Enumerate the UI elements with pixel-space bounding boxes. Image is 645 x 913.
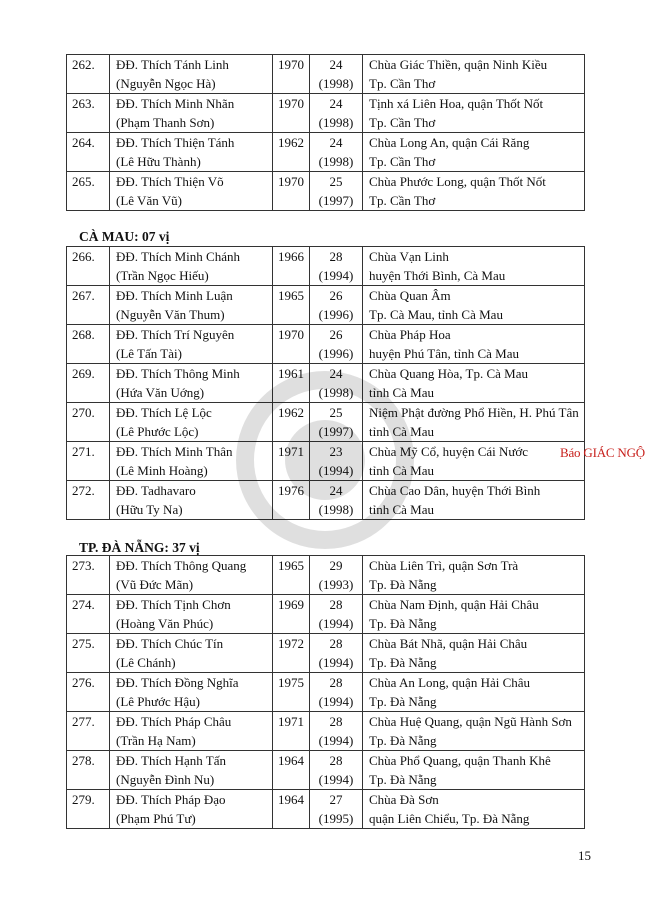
temple-address-cell — [363, 595, 585, 634]
temple-address-cell — [363, 247, 585, 286]
ordination-age-text: 24 — [329, 57, 343, 72]
temple-address-text: Chùa Huệ Quang, quận Ngũ Hành Sơn — [369, 714, 572, 729]
table-ca-mau — [66, 246, 585, 520]
monk-name-cell — [110, 286, 273, 325]
ordination-age-text: (1994) — [318, 733, 354, 748]
ordination-age-text: 25 — [329, 174, 343, 189]
temple-address-text: huyện Phú Tân, tỉnh Cà Mau — [369, 346, 519, 361]
birth-year-text: 1962 — [278, 405, 304, 420]
ordination-age-cell — [310, 286, 363, 325]
temple-address-text: Chùa Phước Long, quận Thốt Nốt — [369, 174, 546, 189]
ordination-age-text: 29 — [329, 558, 343, 573]
monk-name-cell — [110, 94, 273, 133]
monk-name-text: (Nguyễn Văn Thum) — [116, 307, 225, 322]
temple-address-text: quận Liên Chiểu, Tp. Đà Nẵng — [369, 811, 530, 826]
table-row — [67, 556, 585, 595]
ordination-age-cell — [310, 634, 363, 673]
temple-address-text: Chùa Long An, quận Cái Răng — [369, 135, 530, 150]
ordination-age-text: 23 — [329, 444, 343, 459]
monk-name-text: ĐĐ. Thích Đồng Nghĩa — [116, 675, 239, 690]
monk-name-text: (Lê Chánh) — [116, 655, 176, 670]
temple-address-text: Tp. Đà Nẵng — [369, 616, 437, 631]
entry-number-cell — [67, 712, 110, 751]
entry-number-cell — [67, 481, 110, 520]
monk-name-cell — [110, 556, 273, 595]
temple-address-text: Tp. Đà Nẵng — [369, 733, 437, 748]
entry-number-cell — [67, 94, 110, 133]
monk-name-cell — [110, 403, 273, 442]
temple-address-text: Chùa Mỹ Cổ, huyện Cái Nước — [369, 444, 529, 459]
ordination-age-text: (1994) — [318, 616, 354, 631]
monk-name-text: (Lê Minh Hoàng) — [116, 463, 208, 478]
entry-number-cell — [67, 595, 110, 634]
entry-number-cell — [67, 55, 110, 94]
entry-number-text: 262. — [72, 57, 95, 72]
birth-year-cell — [273, 634, 310, 673]
monk-name-cell — [110, 673, 273, 712]
temple-address-text: Tịnh xá Liên Hoa, quận Thốt Nốt — [369, 96, 544, 111]
ordination-age-cell — [310, 172, 363, 211]
table-row — [67, 790, 585, 829]
birth-year-cell — [273, 442, 310, 481]
entry-number-text: 277. — [72, 714, 95, 729]
entry-number-cell — [67, 364, 110, 403]
temple-address-cell — [363, 172, 585, 211]
birth-year-text: 1964 — [278, 792, 304, 807]
table-row — [67, 403, 585, 442]
monk-name-text: ĐĐ. Thích Thông Quang — [116, 558, 247, 573]
entry-number-cell — [67, 133, 110, 172]
temple-address-text: Chùa Nam Định, quận Hải Châu — [369, 597, 539, 612]
section-title-da-nang: TP. ĐÀ NẴNG: 37 vị — [79, 540, 200, 555]
birth-year-text: 1962 — [278, 135, 304, 150]
entry-number-cell — [67, 634, 110, 673]
monk-name-text: ĐĐ. Thích Hạnh Tấn — [116, 753, 226, 768]
temple-address-text: tỉnh Cà Mau — [369, 463, 434, 478]
table-row — [67, 286, 585, 325]
birth-year-text: 1970 — [278, 96, 304, 111]
monk-name-text: (Hoàng Văn Phúc) — [116, 616, 214, 631]
temple-address-cell — [363, 442, 585, 481]
table-da-nang — [66, 555, 585, 829]
entry-number-text: 267. — [72, 288, 95, 303]
ordination-age-text: 24 — [329, 135, 343, 150]
temple-address-cell — [363, 133, 585, 172]
temple-address-cell — [363, 94, 585, 133]
birth-year-cell — [273, 751, 310, 790]
ordination-age-text: (1997) — [318, 424, 354, 439]
temple-address-text: Chùa Quang Hòa, Tp. Cà Mau — [369, 366, 528, 381]
birth-year-cell — [273, 286, 310, 325]
monk-name-cell — [110, 712, 273, 751]
ordination-age-text: 28 — [329, 714, 343, 729]
birth-year-text: 1971 — [278, 444, 304, 459]
monk-name-text: (Hữu Ty Na) — [116, 502, 183, 517]
temple-address-text: Chùa Bát Nhã, quận Hải Châu — [369, 636, 528, 651]
temple-address-cell — [363, 55, 585, 94]
birth-year-text: 1969 — [278, 597, 304, 612]
monk-name-text: ĐĐ. Thích Thiện Tánh — [116, 135, 235, 150]
table-row — [67, 325, 585, 364]
ordination-age-cell — [310, 247, 363, 286]
birth-year-cell — [273, 94, 310, 133]
newspaper-logo: Báo GIÁC NGỘ — [560, 445, 645, 460]
ordination-age-text: (1998) — [318, 115, 354, 130]
ordination-age-text: (1996) — [318, 307, 354, 322]
birth-year-cell — [273, 595, 310, 634]
monk-name-text: (Trần Ngọc Hiếu) — [116, 268, 209, 283]
birth-year-cell — [273, 364, 310, 403]
ordination-age-text: 25 — [329, 405, 343, 420]
temple-address-text: Chùa Quan Âm — [369, 288, 451, 303]
birth-year-text: 1971 — [278, 714, 304, 729]
ordination-age-cell — [310, 751, 363, 790]
temple-address-cell — [363, 325, 585, 364]
monk-name-text: ĐĐ. Thích Thiện Võ — [116, 174, 224, 189]
temple-address-text: Tp. Cà Mau, tỉnh Cà Mau — [369, 307, 503, 322]
monk-name-cell — [110, 751, 273, 790]
temple-address-cell — [363, 712, 585, 751]
temple-address-text: Chùa Vạn Linh — [369, 249, 449, 264]
table-row — [67, 247, 585, 286]
ordination-age-text: (1994) — [318, 268, 354, 283]
entry-number-cell — [67, 751, 110, 790]
table-row — [67, 634, 585, 673]
entry-number-text: 266. — [72, 249, 95, 264]
temple-address-text: Chùa Liên Trì, quận Sơn Trà — [369, 558, 519, 573]
birth-year-cell — [273, 55, 310, 94]
birth-year-cell — [273, 481, 310, 520]
monk-name-text: ĐĐ. Thích Tịnh Chơn — [116, 597, 231, 612]
temple-address-text: Chùa Pháp Hoa — [369, 327, 451, 342]
monk-name-text: ĐĐ. Thích Minh Chánh — [116, 249, 240, 264]
ordination-age-cell — [310, 790, 363, 829]
entry-number-text: 270. — [72, 405, 95, 420]
birth-year-cell — [273, 325, 310, 364]
monk-name-cell — [110, 55, 273, 94]
entry-number-text: 275. — [72, 636, 95, 651]
ordination-age-text: 28 — [329, 636, 343, 651]
birth-year-cell — [273, 133, 310, 172]
table-row — [67, 673, 585, 712]
table-row — [67, 442, 585, 481]
monk-name-text: ĐĐ. Thích Trí Nguyên — [116, 327, 235, 342]
monk-name-text: (Nguyễn Ngọc Hà) — [116, 76, 216, 91]
table-row — [67, 172, 585, 211]
ordination-age-cell — [310, 442, 363, 481]
birth-year-text: 1970 — [278, 57, 304, 72]
temple-address-text: tỉnh Cà Mau — [369, 424, 434, 439]
ordination-age-cell — [310, 673, 363, 712]
monk-name-text: ĐĐ. Thích Minh Luận — [116, 288, 233, 303]
temple-address-cell — [363, 556, 585, 595]
ordination-age-text: 24 — [329, 483, 343, 498]
temple-address-text: Niệm Phật đường Phổ Hiền, H. Phú Tân — [369, 405, 579, 420]
temple-address-text: huyện Thới Bình, Cà Mau — [369, 268, 506, 283]
monk-name-text: ĐĐ. Thích Pháp Châu — [116, 714, 232, 729]
entry-number-text: 272. — [72, 483, 95, 498]
temple-address-text: Chùa Đà Sơn — [369, 792, 439, 807]
temple-address-text: Chùa Phổ Quang, quận Thanh Khê — [369, 753, 551, 768]
entry-number-text: 273. — [72, 558, 95, 573]
monk-name-text: (Hứa Văn Uớng) — [116, 385, 205, 400]
birth-year-cell — [273, 403, 310, 442]
birth-year-text: 1965 — [278, 558, 304, 573]
ordination-age-text: 24 — [329, 96, 343, 111]
monk-name-cell — [110, 172, 273, 211]
table-can-tho — [66, 54, 585, 211]
temple-address-text: Chùa Giác Thiền, quận Ninh Kiều — [369, 57, 548, 72]
entry-number-text: 263. — [72, 96, 95, 111]
ordination-age-text: 28 — [329, 675, 343, 690]
entry-number-cell — [67, 403, 110, 442]
monk-name-cell — [110, 595, 273, 634]
ordination-age-cell — [310, 556, 363, 595]
monk-name-text: ĐĐ. Tadhavaro — [116, 483, 196, 498]
birth-year-text: 1966 — [278, 249, 304, 264]
ordination-age-text: (1998) — [318, 385, 354, 400]
table-row — [67, 94, 585, 133]
temple-address-text: Tp. Cần Thơ — [369, 154, 436, 169]
birth-year-cell — [273, 247, 310, 286]
entry-number-text: 265. — [72, 174, 95, 189]
ordination-age-cell — [310, 94, 363, 133]
temple-address-cell — [363, 481, 585, 520]
ordination-age-text: (1998) — [318, 154, 354, 169]
monk-name-text: ĐĐ. Thích Thông Minh — [116, 366, 240, 381]
ordination-age-text: (1998) — [318, 76, 354, 91]
entry-number-text: 268. — [72, 327, 95, 342]
birth-year-cell — [273, 556, 310, 595]
birth-year-text: 1972 — [278, 636, 304, 651]
ordination-age-cell — [310, 403, 363, 442]
monk-name-text: (Phạm Phú Tư) — [116, 811, 196, 826]
ordination-age-cell — [310, 712, 363, 751]
table-row — [67, 133, 585, 172]
section-title-ca-mau: CÀ MAU: 07 vị — [79, 229, 170, 244]
ordination-age-text: (1993) — [318, 577, 354, 592]
entry-number-text: 279. — [72, 792, 95, 807]
monk-name-cell — [110, 364, 273, 403]
temple-address-cell — [363, 364, 585, 403]
monk-name-text: (Lê Tấn Tài) — [116, 346, 182, 361]
ordination-age-cell — [310, 325, 363, 364]
temple-address-text: Chùa An Long, quận Hải Châu — [369, 675, 531, 690]
ordination-age-text: (1994) — [318, 772, 354, 787]
monk-name-cell — [110, 481, 273, 520]
monk-name-cell — [110, 133, 273, 172]
entry-number-text: 274. — [72, 597, 95, 612]
table-row — [67, 712, 585, 751]
monk-name-text: (Lê Phước Hậu) — [116, 694, 200, 709]
birth-year-cell — [273, 712, 310, 751]
ordination-age-cell — [310, 481, 363, 520]
ordination-age-text: 26 — [329, 288, 343, 303]
ordination-age-text: (1994) — [318, 463, 354, 478]
entry-number-cell — [67, 247, 110, 286]
monk-name-text: (Vũ Đức Mãn) — [116, 577, 194, 592]
birth-year-text: 1976 — [278, 483, 304, 498]
table-row — [67, 481, 585, 520]
monk-name-text: ĐĐ. Thích Tánh Linh — [116, 57, 229, 72]
ordination-age-text: 27 — [329, 792, 343, 807]
monk-name-text: (Phạm Thanh Sơn) — [116, 115, 215, 130]
temple-address-text: Tp. Đà Nẵng — [369, 694, 437, 709]
monk-name-cell — [110, 634, 273, 673]
entry-number-cell — [67, 556, 110, 595]
ordination-age-text: 26 — [329, 327, 343, 342]
temple-address-text: Tp. Đà Nẵng — [369, 655, 437, 670]
ordination-age-cell — [310, 55, 363, 94]
ordination-age-text: (1996) — [318, 346, 354, 361]
monk-name-text: ĐĐ. Thích Lệ Lộc — [116, 405, 212, 420]
birth-year-text: 1975 — [278, 675, 304, 690]
temple-address-cell — [363, 751, 585, 790]
ordination-age-cell — [310, 133, 363, 172]
monk-name-cell — [110, 247, 273, 286]
monk-name-text: ĐĐ. Thích Pháp Đạo — [116, 792, 226, 807]
monk-name-cell — [110, 442, 273, 481]
temple-address-text: Tp. Cần Thơ — [369, 115, 436, 130]
monk-name-text: ĐĐ. Thích Chúc Tín — [116, 636, 224, 651]
entry-number-text: 269. — [72, 366, 95, 381]
ordination-age-text: 28 — [329, 753, 343, 768]
birth-year-text: 1970 — [278, 174, 304, 189]
entry-number-text: 278. — [72, 753, 95, 768]
birth-year-text: 1965 — [278, 288, 304, 303]
temple-address-cell — [363, 403, 585, 442]
entry-number-text: 264. — [72, 135, 95, 150]
ordination-age-cell — [310, 364, 363, 403]
ordination-age-text: (1994) — [318, 694, 354, 709]
monk-name-text: (Lê Văn Vũ) — [116, 193, 182, 208]
temple-address-text: Chùa Cao Dân, huyện Thới Bình — [369, 483, 541, 498]
ordination-age-text: 24 — [329, 366, 343, 381]
birth-year-text: 1970 — [278, 327, 304, 342]
temple-address-cell — [363, 790, 585, 829]
monk-name-cell — [110, 325, 273, 364]
entry-number-cell — [67, 790, 110, 829]
monk-name-text: (Lê Hữu Thành) — [116, 154, 201, 169]
temple-address-text: Tp. Đà Nẵng — [369, 772, 437, 787]
table-row — [67, 55, 585, 94]
monk-name-text: (Lê Phước Lộc) — [116, 424, 199, 439]
monk-name-text: ĐĐ. Thích Minh Nhãn — [116, 96, 235, 111]
birth-year-cell — [273, 673, 310, 712]
ordination-age-text: (1997) — [318, 193, 354, 208]
ordination-age-text: (1995) — [318, 811, 354, 826]
ordination-age-text: 28 — [329, 249, 343, 264]
entry-number-cell — [67, 442, 110, 481]
birth-year-cell — [273, 790, 310, 829]
monk-name-cell — [110, 790, 273, 829]
birth-year-cell — [273, 172, 310, 211]
monk-name-text: (Trần Hạ Nam) — [116, 733, 196, 748]
ordination-age-text: 28 — [329, 597, 343, 612]
monk-name-text: ĐĐ. Thích Minh Thân — [116, 444, 233, 459]
temple-address-text: Tp. Cần Thơ — [369, 76, 436, 91]
ordination-age-text: (1994) — [318, 655, 354, 670]
temple-address-text: tỉnh Cà Mau — [369, 502, 434, 517]
temple-address-text: tỉnh Cà Mau — [369, 385, 434, 400]
entry-number-cell — [67, 325, 110, 364]
table-row — [67, 751, 585, 790]
entry-number-text: 271. — [72, 444, 95, 459]
page-number: 15 — [578, 848, 591, 863]
entry-number-cell — [67, 286, 110, 325]
temple-address-text: Tp. Cần Thơ — [369, 193, 436, 208]
birth-year-text: 1961 — [278, 366, 304, 381]
entry-number-cell — [67, 673, 110, 712]
ordination-age-cell — [310, 595, 363, 634]
birth-year-text: 1964 — [278, 753, 304, 768]
temple-address-cell — [363, 286, 585, 325]
temple-address-cell — [363, 634, 585, 673]
monk-name-text: (Nguyễn Đình Nu) — [116, 772, 215, 787]
temple-address-text: Tp. Đà Nẵng — [369, 577, 437, 592]
temple-address-cell — [363, 673, 585, 712]
table-row — [67, 364, 585, 403]
entry-number-text: 276. — [72, 675, 95, 690]
table-row — [67, 595, 585, 634]
ordination-age-text: (1998) — [318, 502, 354, 517]
entry-number-cell — [67, 172, 110, 211]
